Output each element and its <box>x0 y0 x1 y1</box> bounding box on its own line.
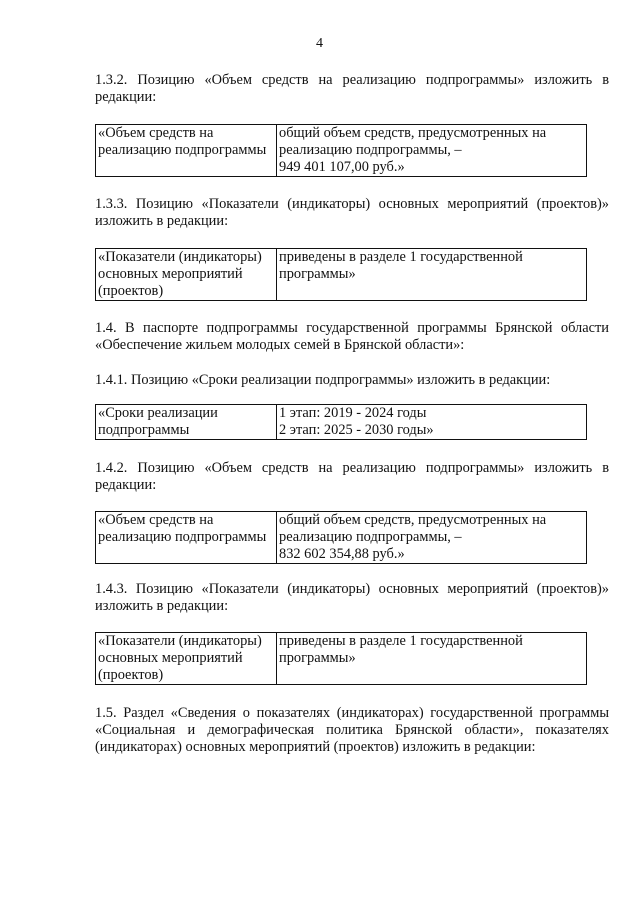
table-row <box>96 125 587 177</box>
paragraph-1-4-1: 1.4.1. Позицию «Сроки реализации подпрограммы» изложить в редакции: <box>95 372 551 388</box>
table-cell-value: общий объем средств, предусмотренных на реализацию подпрограммы, – 832 602 354,88 руб.» <box>277 512 587 564</box>
position-table-1-3-2 <box>95 124 587 177</box>
table-row <box>96 512 587 564</box>
table-cell-value: общий объем средств, предусмотренных на реализацию подпрограммы, – 949 401 107,00 руб.» <box>277 125 587 177</box>
position-table-1-4-1 <box>95 404 587 440</box>
table-cell-value: приведены в разделе 1 государственной программы» <box>277 249 587 301</box>
paragraph-1-5: 1.5. Раздел «Сведения о показателях (индикаторах) государственной программы «Социальная и демографическая политика Брянской области», показателях (индикаторах) основных мероприятий (проектов) изложить в редакции: <box>95 705 609 755</box>
page-number: 4 <box>316 36 323 51</box>
table-cell-position: «Объем средств на реализацию подпрограммы <box>96 125 277 177</box>
paragraph-1-4-2: 1.4.2. Позицию «Объем средств на реализацию подпрограммы» изложить в редакции: <box>95 460 609 493</box>
table-row <box>96 249 587 301</box>
table-cell-value: 1 этап: 2019 - 2024 годы 2 этап: 2025 - 2030 годы» <box>277 405 587 440</box>
table-cell-position: «Показатели (индикаторы) основных мероприятий (проектов) <box>96 633 277 685</box>
position-table-1-4-2 <box>95 511 587 564</box>
position-table-1-4-3 <box>95 632 587 685</box>
paragraph-1-4-3: 1.4.3. Позицию «Показатели (индикаторы) основных мероприятий (проектов)» изложить в редакции: <box>95 581 609 614</box>
table-cell-position: «Объем средств на реализацию подпрограммы <box>96 512 277 564</box>
table-row <box>96 633 587 685</box>
paragraph-1-3-2: 1.3.2. Позицию «Объем средств на реализацию подпрограммы» изложить в редакции: <box>95 72 609 105</box>
table-cell-position: «Показатели (индикаторы) основных мероприятий (проектов) <box>96 249 277 301</box>
table-cell-value: приведены в разделе 1 государственной программы» <box>277 633 587 685</box>
paragraph-1-3-3: 1.3.3. Позицию «Показатели (индикаторы) основных мероприятий (проектов)» изложить в редакции: <box>95 196 609 229</box>
table-cell-position: «Сроки реализации подпрограммы <box>96 405 277 440</box>
paragraph-1-4: 1.4. В паспорте подпрограммы государственной программы Брянской области «Обеспечение жильем молодых семей в Брянской области»: <box>95 320 609 353</box>
position-table-1-3-3 <box>95 248 587 301</box>
table-row <box>96 405 587 440</box>
